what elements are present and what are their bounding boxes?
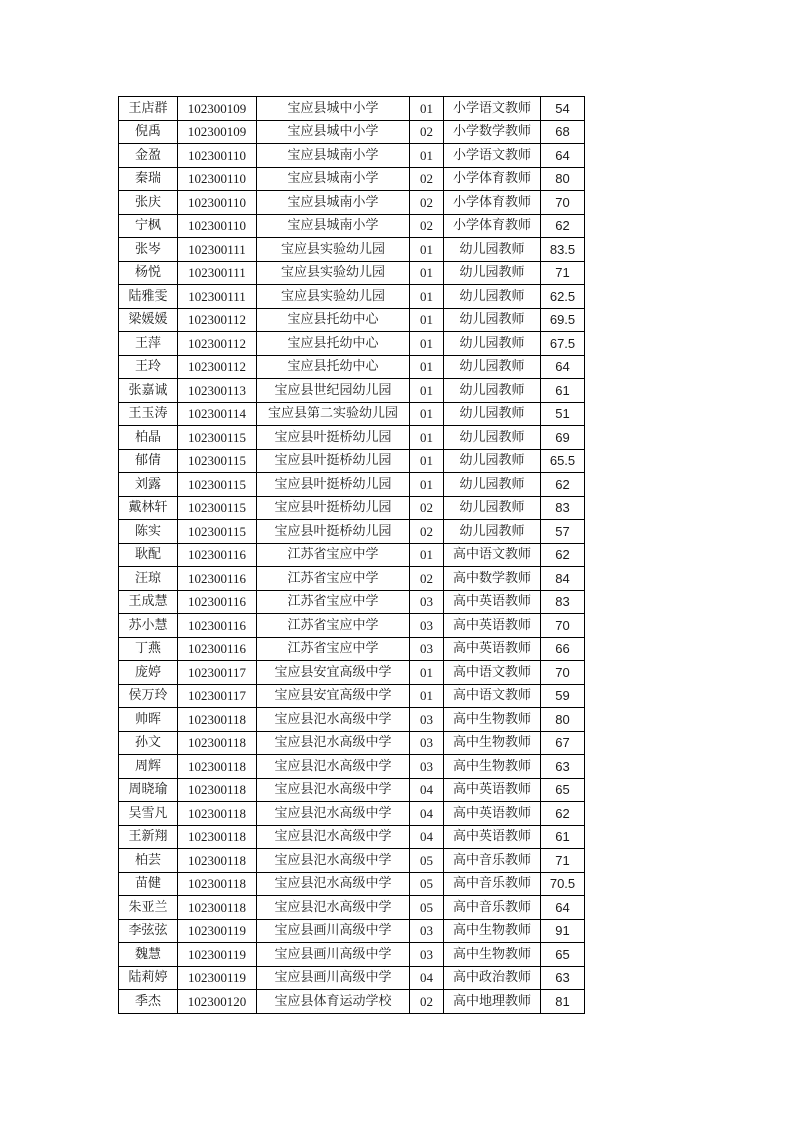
score-cell: 63	[541, 966, 585, 990]
unit-name-cell: 宝应县叶挺桥幼儿园	[257, 449, 410, 473]
job-title-cell: 小学体育教师	[444, 191, 541, 215]
unit-name-cell: 宝应县第二实验幼儿园	[257, 402, 410, 426]
score-cell: 81	[541, 990, 585, 1014]
score-cell: 71	[541, 849, 585, 873]
unit-code-cell: 102300109	[178, 120, 257, 144]
unit-code-cell: 102300117	[178, 661, 257, 685]
unit-code-cell: 102300119	[178, 919, 257, 943]
candidate-name-cell: 张庆	[119, 191, 178, 215]
unit-name-cell: 江苏省宝应中学	[257, 543, 410, 567]
post-number-cell: 01	[410, 426, 444, 450]
table-row	[119, 731, 585, 755]
unit-code-cell: 102300111	[178, 238, 257, 262]
post-number-cell: 02	[410, 520, 444, 544]
score-cell: 65	[541, 943, 585, 967]
table-row	[119, 567, 585, 591]
job-title-cell: 小学语文教师	[444, 144, 541, 168]
unit-name-cell: 宝应县城中小学	[257, 97, 410, 121]
table-row	[119, 402, 585, 426]
job-title-cell: 幼儿园教师	[444, 520, 541, 544]
candidate-name-cell: 王萍	[119, 332, 178, 356]
unit-code-cell: 102300117	[178, 684, 257, 708]
unit-name-cell: 宝应县城南小学	[257, 214, 410, 238]
unit-name-cell: 宝应县城中小学	[257, 120, 410, 144]
job-title-cell: 幼儿园教师	[444, 332, 541, 356]
post-number-cell: 02	[410, 496, 444, 520]
unit-name-cell: 宝应县氾水高级中学	[257, 825, 410, 849]
table-row	[119, 543, 585, 567]
post-number-cell: 01	[410, 543, 444, 567]
score-cell: 63	[541, 755, 585, 779]
candidate-name-cell: 刘露	[119, 473, 178, 497]
score-cell: 62	[541, 473, 585, 497]
candidate-name-cell: 吴雪凡	[119, 802, 178, 826]
unit-code-cell: 102300115	[178, 496, 257, 520]
table-row	[119, 167, 585, 191]
table-row	[119, 379, 585, 403]
unit-code-cell: 102300118	[178, 731, 257, 755]
score-cell: 57	[541, 520, 585, 544]
unit-code-cell: 102300110	[178, 144, 257, 168]
job-title-cell: 高中音乐教师	[444, 872, 541, 896]
unit-code-cell: 102300118	[178, 825, 257, 849]
table-row	[119, 308, 585, 332]
post-number-cell: 01	[410, 238, 444, 262]
score-cell: 64	[541, 355, 585, 379]
unit-code-cell: 102300112	[178, 308, 257, 332]
candidate-name-cell: 汪琼	[119, 567, 178, 591]
job-title-cell: 高中生物教师	[444, 708, 541, 732]
unit-code-cell: 102300110	[178, 214, 257, 238]
candidate-name-cell: 李弦弦	[119, 919, 178, 943]
table-row	[119, 990, 585, 1014]
candidate-name-cell: 魏慧	[119, 943, 178, 967]
candidate-name-cell: 梁媛媛	[119, 308, 178, 332]
table-row	[119, 778, 585, 802]
candidate-name-cell: 侯万玲	[119, 684, 178, 708]
job-title-cell: 小学数学教师	[444, 120, 541, 144]
table-row	[119, 191, 585, 215]
job-title-cell: 高中英语教师	[444, 778, 541, 802]
unit-code-cell: 102300118	[178, 802, 257, 826]
score-cell: 69.5	[541, 308, 585, 332]
score-cell: 64	[541, 144, 585, 168]
candidate-name-cell: 丁燕	[119, 637, 178, 661]
job-title-cell: 幼儿园教师	[444, 261, 541, 285]
post-number-cell: 05	[410, 849, 444, 873]
table-row	[119, 872, 585, 896]
unit-code-cell: 102300116	[178, 614, 257, 638]
unit-code-cell: 102300119	[178, 966, 257, 990]
score-cell: 61	[541, 825, 585, 849]
candidate-name-cell: 苏小慧	[119, 614, 178, 638]
candidate-name-cell: 张岑	[119, 238, 178, 262]
unit-code-cell: 102300113	[178, 379, 257, 403]
table-row	[119, 943, 585, 967]
score-cell: 84	[541, 567, 585, 591]
unit-name-cell: 宝应县氾水高级中学	[257, 849, 410, 873]
unit-name-cell: 宝应县实验幼儿园	[257, 261, 410, 285]
unit-code-cell: 102300115	[178, 473, 257, 497]
unit-code-cell: 102300115	[178, 520, 257, 544]
score-cell: 65.5	[541, 449, 585, 473]
score-cell: 83.5	[541, 238, 585, 262]
candidate-name-cell: 王玲	[119, 355, 178, 379]
job-title-cell: 幼儿园教师	[444, 355, 541, 379]
job-title-cell: 高中英语教师	[444, 590, 541, 614]
job-title-cell: 小学语文教师	[444, 97, 541, 121]
table-row	[119, 214, 585, 238]
unit-code-cell: 102300118	[178, 708, 257, 732]
job-title-cell: 小学体育教师	[444, 214, 541, 238]
post-number-cell: 04	[410, 966, 444, 990]
score-cell: 70	[541, 191, 585, 215]
job-title-cell: 高中生物教师	[444, 755, 541, 779]
unit-code-cell: 102300118	[178, 849, 257, 873]
unit-code-cell: 102300111	[178, 261, 257, 285]
table-row	[119, 637, 585, 661]
job-title-cell: 幼儿园教师	[444, 496, 541, 520]
post-number-cell: 02	[410, 167, 444, 191]
table-row	[119, 449, 585, 473]
table-row	[119, 802, 585, 826]
unit-name-cell: 宝应县氾水高级中学	[257, 755, 410, 779]
unit-name-cell: 江苏省宝应中学	[257, 614, 410, 638]
unit-name-cell: 宝应县托幼中心	[257, 355, 410, 379]
job-title-cell: 幼儿园教师	[444, 379, 541, 403]
score-cell: 70	[541, 614, 585, 638]
score-cell: 62	[541, 802, 585, 826]
candidate-name-cell: 戴林轩	[119, 496, 178, 520]
score-cell: 80	[541, 708, 585, 732]
post-number-cell: 03	[410, 943, 444, 967]
unit-name-cell: 宝应县安宜高级中学	[257, 684, 410, 708]
score-cell: 70	[541, 661, 585, 685]
unit-name-cell: 宝应县体育运动学校	[257, 990, 410, 1014]
unit-name-cell: 宝应县叶挺桥幼儿园	[257, 520, 410, 544]
job-title-cell: 高中生物教师	[444, 731, 541, 755]
job-title-cell: 高中语文教师	[444, 543, 541, 567]
post-number-cell: 01	[410, 332, 444, 356]
job-title-cell: 高中语文教师	[444, 684, 541, 708]
job-title-cell: 高中音乐教师	[444, 849, 541, 873]
score-cell: 67.5	[541, 332, 585, 356]
unit-name-cell: 宝应县城南小学	[257, 144, 410, 168]
unit-name-cell: 宝应县叶挺桥幼儿园	[257, 496, 410, 520]
unit-name-cell: 宝应县画川高级中学	[257, 966, 410, 990]
candidate-name-cell: 帅晖	[119, 708, 178, 732]
post-number-cell: 02	[410, 214, 444, 238]
score-cell: 65	[541, 778, 585, 802]
candidate-name-cell: 王店群	[119, 97, 178, 121]
unit-name-cell: 宝应县氾水高级中学	[257, 731, 410, 755]
post-number-cell: 01	[410, 285, 444, 309]
post-number-cell: 01	[410, 473, 444, 497]
unit-name-cell: 宝应县氾水高级中学	[257, 708, 410, 732]
job-title-cell: 高中语文教师	[444, 661, 541, 685]
job-title-cell: 高中生物教师	[444, 943, 541, 967]
candidate-name-cell: 陆莉婷	[119, 966, 178, 990]
post-number-cell: 02	[410, 990, 444, 1014]
table-row	[119, 661, 585, 685]
job-title-cell: 高中英语教师	[444, 802, 541, 826]
score-cell: 67	[541, 731, 585, 755]
table-row	[119, 590, 585, 614]
candidate-name-cell: 苗健	[119, 872, 178, 896]
post-number-cell: 05	[410, 872, 444, 896]
table-row	[119, 285, 585, 309]
post-number-cell: 01	[410, 661, 444, 685]
post-number-cell: 03	[410, 731, 444, 755]
unit-name-cell: 宝应县叶挺桥幼儿园	[257, 426, 410, 450]
candidate-name-cell: 秦瑞	[119, 167, 178, 191]
table-row	[119, 332, 585, 356]
candidate-name-cell: 王玉涛	[119, 402, 178, 426]
score-cell: 80	[541, 167, 585, 191]
candidate-name-cell: 郁倩	[119, 449, 178, 473]
unit-name-cell: 宝应县氾水高级中学	[257, 896, 410, 920]
job-title-cell: 高中数学教师	[444, 567, 541, 591]
unit-name-cell: 江苏省宝应中学	[257, 590, 410, 614]
table-row	[119, 473, 585, 497]
results-table-body	[119, 97, 585, 1014]
candidate-name-cell: 庞婷	[119, 661, 178, 685]
score-cell: 54	[541, 97, 585, 121]
job-title-cell: 高中地理教师	[444, 990, 541, 1014]
table-row	[119, 684, 585, 708]
score-cell: 66	[541, 637, 585, 661]
job-title-cell: 高中生物教师	[444, 919, 541, 943]
table-row	[119, 120, 585, 144]
post-number-cell: 03	[410, 708, 444, 732]
score-cell: 83	[541, 496, 585, 520]
unit-code-cell: 102300116	[178, 637, 257, 661]
unit-code-cell: 102300116	[178, 590, 257, 614]
unit-name-cell: 宝应县实验幼儿园	[257, 285, 410, 309]
candidate-name-cell: 王新翔	[119, 825, 178, 849]
post-number-cell: 04	[410, 802, 444, 826]
unit-code-cell: 102300112	[178, 355, 257, 379]
candidate-name-cell: 杨悦	[119, 261, 178, 285]
score-cell: 59	[541, 684, 585, 708]
unit-name-cell: 宝应县氾水高级中学	[257, 802, 410, 826]
candidate-name-cell: 耿配	[119, 543, 178, 567]
unit-name-cell: 宝应县氾水高级中学	[257, 778, 410, 802]
candidate-name-cell: 倪禹	[119, 120, 178, 144]
post-number-cell: 02	[410, 191, 444, 215]
candidate-name-cell: 宁枫	[119, 214, 178, 238]
unit-code-cell: 102300110	[178, 191, 257, 215]
unit-code-cell: 102300109	[178, 97, 257, 121]
unit-name-cell: 宝应县城南小学	[257, 167, 410, 191]
table-row	[119, 614, 585, 638]
job-title-cell: 幼儿园教师	[444, 473, 541, 497]
post-number-cell: 02	[410, 120, 444, 144]
post-number-cell: 01	[410, 379, 444, 403]
score-cell: 62	[541, 214, 585, 238]
table-row	[119, 520, 585, 544]
candidate-name-cell: 张嘉诚	[119, 379, 178, 403]
unit-code-cell: 102300118	[178, 872, 257, 896]
score-cell: 64	[541, 896, 585, 920]
post-number-cell: 01	[410, 684, 444, 708]
unit-code-cell: 102300110	[178, 167, 257, 191]
unit-code-cell: 102300115	[178, 426, 257, 450]
unit-name-cell: 宝应县氾水高级中学	[257, 872, 410, 896]
unit-name-cell: 江苏省宝应中学	[257, 567, 410, 591]
score-cell: 61	[541, 379, 585, 403]
post-number-cell: 01	[410, 449, 444, 473]
table-row	[119, 708, 585, 732]
unit-code-cell: 102300118	[178, 896, 257, 920]
table-row	[119, 919, 585, 943]
post-number-cell: 02	[410, 567, 444, 591]
unit-code-cell: 102300118	[178, 755, 257, 779]
job-title-cell: 高中政治教师	[444, 966, 541, 990]
table-row	[119, 97, 585, 121]
candidate-name-cell: 王成慧	[119, 590, 178, 614]
table-row	[119, 355, 585, 379]
unit-code-cell: 102300112	[178, 332, 257, 356]
score-cell: 69	[541, 426, 585, 450]
candidate-name-cell: 陈实	[119, 520, 178, 544]
score-cell: 83	[541, 590, 585, 614]
candidate-name-cell: 周辉	[119, 755, 178, 779]
post-number-cell: 01	[410, 355, 444, 379]
post-number-cell: 01	[410, 144, 444, 168]
unit-name-cell: 宝应县画川高级中学	[257, 943, 410, 967]
table-row	[119, 825, 585, 849]
score-cell: 71	[541, 261, 585, 285]
unit-name-cell: 宝应县画川高级中学	[257, 919, 410, 943]
job-title-cell: 幼儿园教师	[444, 238, 541, 262]
candidate-name-cell: 孙文	[119, 731, 178, 755]
unit-code-cell: 102300116	[178, 543, 257, 567]
unit-code-cell: 102300120	[178, 990, 257, 1014]
job-title-cell: 幼儿园教师	[444, 426, 541, 450]
table-row	[119, 261, 585, 285]
post-number-cell: 01	[410, 308, 444, 332]
unit-name-cell: 宝应县托幼中心	[257, 332, 410, 356]
table-row	[119, 238, 585, 262]
post-number-cell: 03	[410, 590, 444, 614]
candidate-name-cell: 柏芸	[119, 849, 178, 873]
unit-name-cell: 宝应县城南小学	[257, 191, 410, 215]
job-title-cell: 幼儿园教师	[444, 402, 541, 426]
results-table	[118, 96, 585, 1014]
table-row	[119, 755, 585, 779]
unit-name-cell: 江苏省宝应中学	[257, 637, 410, 661]
table-row	[119, 496, 585, 520]
candidate-name-cell: 陆雅雯	[119, 285, 178, 309]
unit-name-cell: 宝应县世纪园幼儿园	[257, 379, 410, 403]
unit-code-cell: 102300116	[178, 567, 257, 591]
unit-code-cell: 102300114	[178, 402, 257, 426]
unit-code-cell: 102300118	[178, 778, 257, 802]
job-title-cell: 幼儿园教师	[444, 308, 541, 332]
unit-name-cell: 宝应县安宜高级中学	[257, 661, 410, 685]
post-number-cell: 01	[410, 402, 444, 426]
job-title-cell: 高中音乐教师	[444, 896, 541, 920]
score-cell: 51	[541, 402, 585, 426]
job-title-cell: 小学体育教师	[444, 167, 541, 191]
post-number-cell: 01	[410, 261, 444, 285]
job-title-cell: 高中英语教师	[444, 825, 541, 849]
post-number-cell: 03	[410, 637, 444, 661]
score-cell: 62.5	[541, 285, 585, 309]
post-number-cell: 04	[410, 778, 444, 802]
post-number-cell: 03	[410, 614, 444, 638]
table-row	[119, 849, 585, 873]
job-title-cell: 幼儿园教师	[444, 285, 541, 309]
score-cell: 70.5	[541, 872, 585, 896]
unit-code-cell: 102300111	[178, 285, 257, 309]
candidate-name-cell: 朱亚兰	[119, 896, 178, 920]
score-cell: 62	[541, 543, 585, 567]
unit-name-cell: 宝应县叶挺桥幼儿园	[257, 473, 410, 497]
candidate-name-cell: 季杰	[119, 990, 178, 1014]
score-cell: 68	[541, 120, 585, 144]
unit-code-cell: 102300119	[178, 943, 257, 967]
table-row	[119, 966, 585, 990]
table-row	[119, 896, 585, 920]
job-title-cell: 幼儿园教师	[444, 449, 541, 473]
job-title-cell: 高中英语教师	[444, 614, 541, 638]
candidate-name-cell: 金盈	[119, 144, 178, 168]
candidate-name-cell: 周晓瑜	[119, 778, 178, 802]
job-title-cell: 高中英语教师	[444, 637, 541, 661]
unit-name-cell: 宝应县托幼中心	[257, 308, 410, 332]
table-row	[119, 144, 585, 168]
post-number-cell: 03	[410, 755, 444, 779]
post-number-cell: 04	[410, 825, 444, 849]
unit-name-cell: 宝应县实验幼儿园	[257, 238, 410, 262]
unit-code-cell: 102300115	[178, 449, 257, 473]
score-cell: 91	[541, 919, 585, 943]
post-number-cell: 01	[410, 97, 444, 121]
post-number-cell: 03	[410, 919, 444, 943]
table-row	[119, 426, 585, 450]
post-number-cell: 05	[410, 896, 444, 920]
candidate-name-cell: 柏晶	[119, 426, 178, 450]
